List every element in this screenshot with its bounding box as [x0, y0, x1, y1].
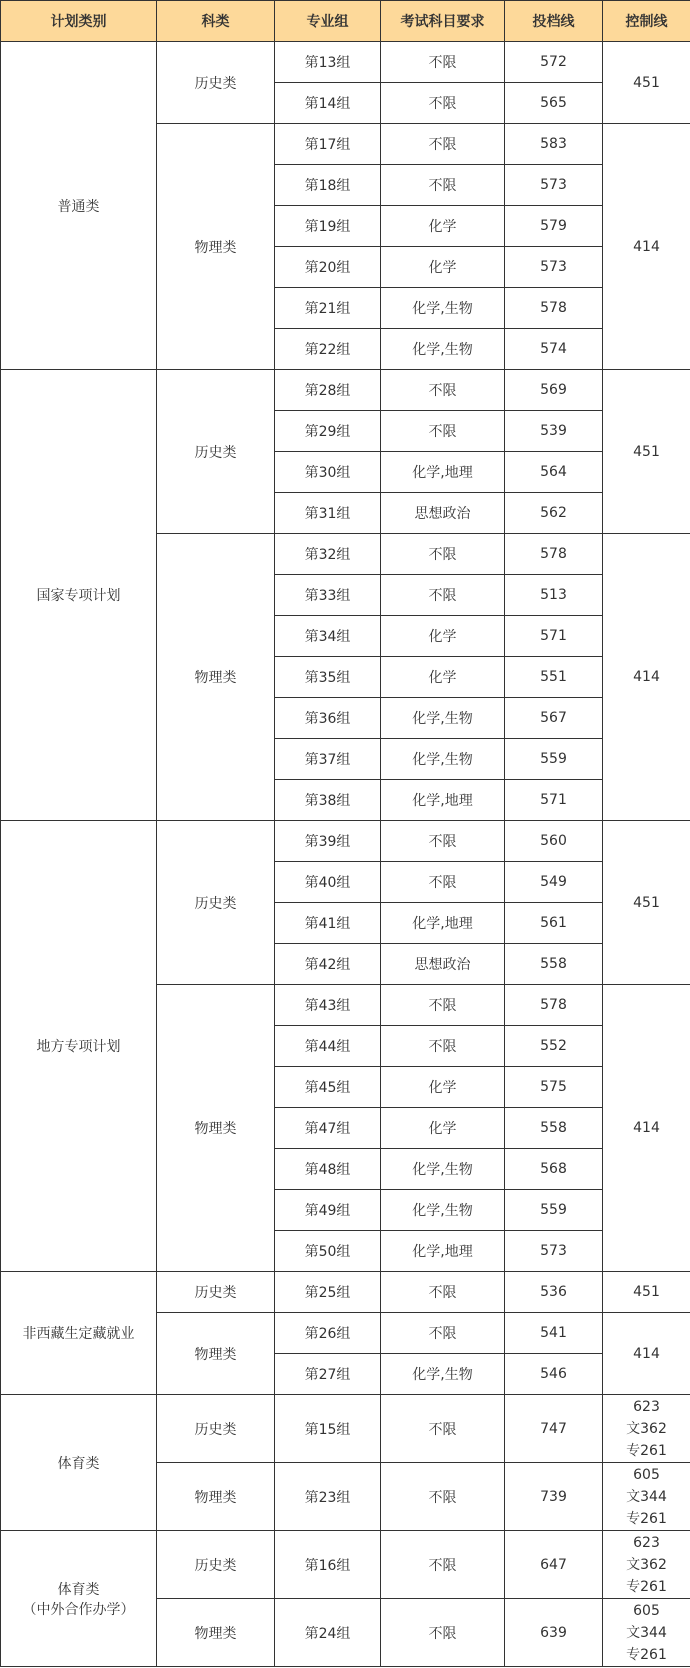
control-line-cell [603, 1395, 690, 1463]
table-row [1, 42, 690, 83]
subject-category-cell: 历史类 [157, 42, 275, 124]
admission-score-cell: 578 [505, 985, 603, 1026]
control-line-value: 451 [633, 894, 660, 911]
admission-score-cell: 578 [505, 534, 603, 575]
control-line-value: 文344 [626, 1624, 667, 1641]
admission-score-cell: 536 [505, 1272, 603, 1313]
major-group-cell: 第23组 [275, 1463, 381, 1531]
exam-requirement-cell: 化学 [381, 1067, 505, 1108]
major-group-cell: 第38组 [275, 780, 381, 821]
subject-category-cell: 历史类 [157, 1272, 275, 1313]
admission-score-cell: 568 [505, 1149, 603, 1190]
major-group-cell: 第48组 [275, 1149, 381, 1190]
control-line-cell [603, 1599, 690, 1667]
plan-category-name: 国家专项计划 [36, 588, 121, 604]
major-group-cell: 第20组 [275, 247, 381, 288]
exam-requirement-cell: 化学,地理 [381, 1231, 505, 1272]
plan-category-name: 地方专项计划 [36, 1039, 121, 1055]
major-group-cell: 第16组 [275, 1531, 381, 1599]
major-group-cell: 第34组 [275, 616, 381, 657]
admission-score-cell: 573 [505, 247, 603, 288]
exam-requirement-cell: 不限 [381, 1395, 505, 1463]
header-admission-score: 投档线 [505, 1, 603, 42]
major-group-cell: 第27组 [275, 1354, 381, 1395]
major-group-cell: 第50组 [275, 1231, 381, 1272]
control-line-value: 623 [633, 1398, 660, 1415]
exam-requirement-cell: 不限 [381, 1599, 505, 1667]
exam-requirement-cell: 化学,生物 [381, 739, 505, 780]
plan-category-cell [1, 1272, 157, 1395]
exam-requirement-cell: 不限 [381, 985, 505, 1026]
admission-score-cell: 546 [505, 1354, 603, 1395]
subject-category-cell: 历史类 [157, 1395, 275, 1463]
exam-requirement-cell: 不限 [381, 1026, 505, 1067]
plan-category-name: 非西藏生定藏就业 [22, 1326, 135, 1342]
admission-score-cell: 558 [505, 1108, 603, 1149]
control-line-value: 专261 [626, 1646, 667, 1663]
table-body [1, 42, 690, 1667]
subject-category-cell: 物理类 [157, 985, 275, 1272]
major-group-cell: 第41组 [275, 903, 381, 944]
control-line-value: 414 [633, 669, 660, 685]
admission-score-cell: 747 [505, 1395, 603, 1463]
major-group-cell: 第17组 [275, 124, 381, 165]
major-group-cell: 第32组 [275, 534, 381, 575]
exam-requirement-cell: 化学,地理 [381, 903, 505, 944]
major-group-cell: 第39组 [275, 821, 381, 862]
control-line-value: 专261 [626, 1578, 667, 1595]
admission-score-cell: 639 [505, 1599, 603, 1667]
admission-score-cell: 575 [505, 1067, 603, 1108]
admission-score-cell: 552 [505, 1026, 603, 1067]
table-row [1, 1272, 690, 1313]
major-group-cell: 第14组 [275, 83, 381, 124]
admission-score-cell: 549 [505, 862, 603, 903]
major-group-cell: 第15组 [275, 1395, 381, 1463]
exam-requirement-cell: 不限 [381, 1463, 505, 1531]
major-group-cell: 第25组 [275, 1272, 381, 1313]
exam-requirement-cell: 化学,生物 [381, 1190, 505, 1231]
plan-category-cell [1, 1531, 157, 1667]
control-line-value: 文362 [626, 1556, 667, 1573]
admission-score-cell: 513 [505, 575, 603, 616]
admission-score-cell: 560 [505, 821, 603, 862]
exam-requirement-cell: 化学 [381, 657, 505, 698]
admission-score-cell: 551 [505, 657, 603, 698]
exam-requirement-cell: 不限 [381, 42, 505, 83]
major-group-cell: 第45组 [275, 1067, 381, 1108]
control-line-cell [603, 1272, 690, 1313]
control-line-value: 文344 [626, 1488, 667, 1505]
exam-requirement-cell: 化学,生物 [381, 698, 505, 739]
control-line-value: 414 [633, 1120, 660, 1136]
admission-score-cell: 573 [505, 165, 603, 206]
table-row [1, 1395, 690, 1463]
admission-score-cell: 574 [505, 329, 603, 370]
admission-score-cell: 583 [505, 124, 603, 165]
admission-score-cell: 739 [505, 1463, 603, 1531]
control-line-cell [603, 534, 690, 821]
control-line-value: 451 [633, 1284, 660, 1300]
subject-category-cell: 历史类 [157, 370, 275, 534]
plan-category-cell [1, 370, 157, 821]
admission-score-cell: 572 [505, 42, 603, 83]
subject-category-cell: 物理类 [157, 1463, 275, 1531]
exam-requirement-cell: 不限 [381, 862, 505, 903]
header-subject-category: 科类 [157, 1, 275, 42]
exam-requirement-cell: 化学,生物 [381, 1354, 505, 1395]
control-line-cell [603, 985, 690, 1272]
header-row [1, 1, 690, 42]
major-group-cell: 第33组 [275, 575, 381, 616]
major-group-cell: 第31组 [275, 493, 381, 534]
exam-requirement-cell: 化学,生物 [381, 1149, 505, 1190]
admission-score-cell: 562 [505, 493, 603, 534]
major-group-cell: 第49组 [275, 1190, 381, 1231]
admission-score-cell: 539 [505, 411, 603, 452]
major-group-cell: 第19组 [275, 206, 381, 247]
major-group-cell: 第35组 [275, 657, 381, 698]
admission-score-cell: 564 [505, 452, 603, 493]
subject-category-cell: 物理类 [157, 124, 275, 370]
plan-category-name: 体育类 [57, 1455, 100, 1472]
major-group-cell: 第43组 [275, 985, 381, 1026]
admission-score-cell: 647 [505, 1531, 603, 1599]
control-line-cell [603, 370, 690, 534]
exam-requirement-cell: 不限 [381, 370, 505, 411]
major-group-cell: 第47组 [275, 1108, 381, 1149]
table-header [1, 1, 690, 42]
admission-score-cell: 559 [505, 1190, 603, 1231]
admission-score-cell: 567 [505, 698, 603, 739]
control-line-value: 专261 [626, 1510, 667, 1527]
exam-requirement-cell: 不限 [381, 1531, 505, 1599]
control-line-value: 451 [633, 74, 660, 91]
subject-category-cell: 物理类 [157, 1313, 275, 1395]
exam-requirement-cell: 化学 [381, 247, 505, 288]
admission-score-cell: 565 [505, 83, 603, 124]
major-group-cell: 第40组 [275, 862, 381, 903]
exam-requirement-cell: 不限 [381, 575, 505, 616]
exam-requirement-cell: 不限 [381, 165, 505, 206]
plan-category-name: 普通类 [57, 198, 100, 215]
header-exam-requirement: 考试科目要求 [381, 1, 505, 42]
control-line-cell [603, 1531, 690, 1599]
admission-score-cell: 559 [505, 739, 603, 780]
exam-requirement-cell: 不限 [381, 534, 505, 575]
control-line-value: 414 [633, 1345, 660, 1362]
major-group-cell: 第13组 [275, 42, 381, 83]
major-group-cell: 第28组 [275, 370, 381, 411]
exam-requirement-cell: 不限 [381, 83, 505, 124]
table-row [1, 370, 690, 411]
major-group-cell: 第18组 [275, 165, 381, 206]
admission-score-cell: 579 [505, 206, 603, 247]
subject-category-cell: 历史类 [157, 821, 275, 985]
exam-requirement-cell: 化学 [381, 1108, 505, 1149]
table-row [1, 821, 690, 862]
plan-category-name: 体育类 [57, 1581, 100, 1598]
major-group-cell: 第26组 [275, 1313, 381, 1354]
control-line-cell [603, 1463, 690, 1531]
plan-category-cell [1, 1395, 157, 1531]
control-line-value: 414 [633, 238, 660, 255]
admission-score-cell: 569 [505, 370, 603, 411]
control-line-cell [603, 1313, 690, 1395]
plan-category-cell [1, 42, 157, 370]
plan-category-cell [1, 821, 157, 1272]
subject-category-cell: 物理类 [157, 1599, 275, 1667]
exam-requirement-cell: 不限 [381, 1272, 505, 1313]
major-group-cell: 第36组 [275, 698, 381, 739]
major-group-cell: 第29组 [275, 411, 381, 452]
control-line-value: 605 [633, 1466, 660, 1483]
admission-score-cell: 561 [505, 903, 603, 944]
exam-requirement-cell: 不限 [381, 124, 505, 165]
control-line-cell [603, 124, 690, 370]
exam-requirement-cell: 化学,生物 [381, 329, 505, 370]
control-line-cell [603, 42, 690, 124]
major-group-cell: 第24组 [275, 1599, 381, 1667]
admission-score-cell: 578 [505, 288, 603, 329]
header-plan-category: 计划类别 [1, 1, 157, 42]
major-group-cell: 第44组 [275, 1026, 381, 1067]
plan-category-note: （中外合作办学） [22, 1601, 135, 1618]
exam-requirement-cell: 化学 [381, 206, 505, 247]
major-group-cell: 第42组 [275, 944, 381, 985]
major-group-cell: 第21组 [275, 288, 381, 329]
header-major-group: 专业组 [275, 1, 381, 42]
table-row [1, 1531, 690, 1599]
exam-requirement-cell: 化学,地理 [381, 452, 505, 493]
admission-score-cell: 541 [505, 1313, 603, 1354]
control-line-value: 623 [633, 1534, 660, 1551]
exam-requirement-cell: 化学 [381, 616, 505, 657]
exam-requirement-cell: 不限 [381, 1313, 505, 1354]
exam-requirement-cell: 不限 [381, 411, 505, 452]
exam-requirement-cell: 思想政治 [381, 493, 505, 534]
major-group-cell: 第37组 [275, 739, 381, 780]
control-line-value: 专261 [626, 1442, 667, 1459]
admission-score-cell: 571 [505, 780, 603, 821]
control-line-value: 605 [633, 1602, 660, 1619]
subject-category-cell: 历史类 [157, 1531, 275, 1599]
exam-requirement-cell: 思想政治 [381, 944, 505, 985]
major-group-cell: 第30组 [275, 452, 381, 493]
exam-requirement-cell: 不限 [381, 821, 505, 862]
control-line-cell [603, 821, 690, 985]
subject-category-cell: 物理类 [157, 534, 275, 821]
control-line-value: 451 [633, 443, 660, 460]
admission-score-cell: 571 [505, 616, 603, 657]
exam-requirement-cell: 化学,生物 [381, 288, 505, 329]
control-line-value: 文362 [626, 1420, 667, 1437]
admission-score-cell: 573 [505, 1231, 603, 1272]
admission-score-cell: 558 [505, 944, 603, 985]
major-group-cell: 第22组 [275, 329, 381, 370]
header-control-line: 控制线 [603, 1, 690, 42]
exam-requirement-cell: 化学,地理 [381, 780, 505, 821]
